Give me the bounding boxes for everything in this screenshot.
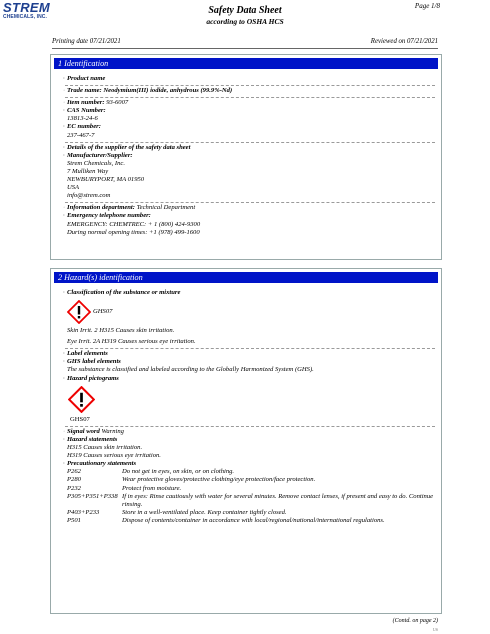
signal-word: Warning [101, 427, 124, 435]
hazard-statement: H319 Causes serious eye irritation. [67, 452, 161, 460]
printing-date: Printing date 07/21/2021 [52, 38, 121, 45]
hazard-statements-label: · Hazard statements [67, 436, 437, 444]
emergency-label: · Emergency telephone number: [67, 212, 437, 220]
trade-name: Neodymium(III) iodide, anhydrous (99.9%-Nd) [103, 87, 233, 95]
section-heading: 1 Identification [54, 58, 438, 69]
signal-word-label: Signal word [67, 427, 100, 435]
info-department-label: Information department: [67, 204, 135, 212]
exclamation-mark-icon [68, 386, 95, 413]
business-hours-number: During normal opening times: +1 (978) 499-1600 [67, 228, 200, 236]
logo-subtitle: CHEMICALS, INC. [3, 14, 47, 20]
divider [65, 85, 435, 86]
precautionary-code: P232 [67, 484, 81, 492]
section-identification [50, 54, 442, 260]
page-number: Page 1/8 [414, 2, 440, 10]
date-row [52, 38, 438, 46]
hazard-statement: H315 Causes skin irritation. [67, 444, 143, 452]
reviewed-date: Reviewed on 07/21/2021 [370, 38, 438, 45]
divider [65, 348, 435, 349]
ghs-code: GHS07 [93, 308, 113, 316]
continued-note: (Contd. on page 2) [392, 618, 438, 624]
hazard-class-eye: Eye Irrit. 2A H319 Causes serious eye irritation. [67, 338, 196, 346]
pictogram-code: GHS07 [70, 415, 90, 423]
manufacturer-label: · Manufacturer/Supplier: [67, 152, 437, 160]
item-number: 93-6007 [106, 99, 129, 107]
classification-label: · Classification of the substance or mixture [67, 289, 437, 297]
section-heading: 2 Hazard(s) identification [54, 272, 438, 283]
email-address[interactable]: info@strem.com [67, 192, 111, 200]
emergency-number: EMERGENCY: CHEMTREC: + 1 (800) 424-9300 [67, 220, 201, 228]
precautionary-code: P501 [67, 516, 81, 524]
divider [65, 97, 435, 98]
hazard-pictograms-label: · Hazard pictograms [67, 375, 437, 383]
product-name-label: · Product name [67, 75, 437, 83]
precautionary-text: Store in a well-ventilated place. Keep container tightly closed. [122, 508, 287, 516]
section-hazard-content [67, 289, 437, 525]
precautionary-text: Dispose of contents/container in accordance with local/regional/national/international regulations. [122, 516, 385, 524]
precautionary-code: P305+P351+P338 [67, 492, 118, 500]
supplier-heading: · Details of the supplier of the safety data sheet [67, 144, 437, 152]
address-line: 7 Mulliken Way [67, 167, 109, 175]
divider [65, 142, 435, 143]
precautionary-label: · Precautionary statements [67, 460, 437, 468]
precautionary-text: Wear protective gloves/protective clothing/eye protection/face protection. [122, 476, 316, 484]
info-department: Technical Department [136, 204, 196, 212]
precautionary-code: P262 [67, 468, 81, 476]
region-code: US [432, 627, 438, 632]
address-line: USA [67, 184, 80, 192]
ghs-classification-row [67, 300, 437, 324]
label-elements-label: · Label elements [67, 350, 437, 358]
ghs-label-text: The substance is classified and labeled according to the Globally Harmonized System (GHS). [67, 366, 314, 374]
precautionary-code: P280 [67, 476, 81, 484]
precautionary-text: Protect from moisture. [122, 484, 182, 492]
logo-mark: STREM [3, 0, 50, 15]
exclamation-mark-icon [67, 300, 91, 324]
divider [65, 426, 435, 427]
precautionary-list [67, 468, 437, 525]
precautionary-text: If in eyes: Rinse cautiously with water for several minutes. Remove contact lenses, if present and easy to do. Continue rinsing. [122, 492, 434, 508]
ghs-label-elements-label: · GHS label elements [67, 358, 437, 366]
ec-label: · EC number: [67, 123, 437, 131]
precautionary-text: Do not get in eyes, on skin, or on clothing. [122, 468, 235, 476]
address-line: Strem Chemicals, Inc. [67, 159, 125, 167]
address-line: NEWBURYPORT, MA 01950 [67, 176, 145, 184]
item-number-label: Item number: [67, 99, 105, 107]
header-divider [52, 48, 438, 49]
hazard-class-skin: Skin Irrit. 2 H315 Causes skin irritation. [67, 327, 175, 335]
cas-label: · CAS Number: [67, 107, 437, 115]
document-title: Safety Data Sheet [208, 5, 282, 16]
cas-number: 13813-24-6 [67, 115, 98, 123]
section-identification-content [67, 75, 437, 237]
trade-name-label: Trade name: [67, 87, 102, 95]
divider [65, 202, 435, 203]
section-hazard-identification [50, 268, 442, 614]
precautionary-code: P403+P233 [67, 508, 100, 516]
document-subtitle: according to OSHA HCS [206, 17, 284, 26]
ec-number: 237-467-7 [67, 131, 95, 139]
